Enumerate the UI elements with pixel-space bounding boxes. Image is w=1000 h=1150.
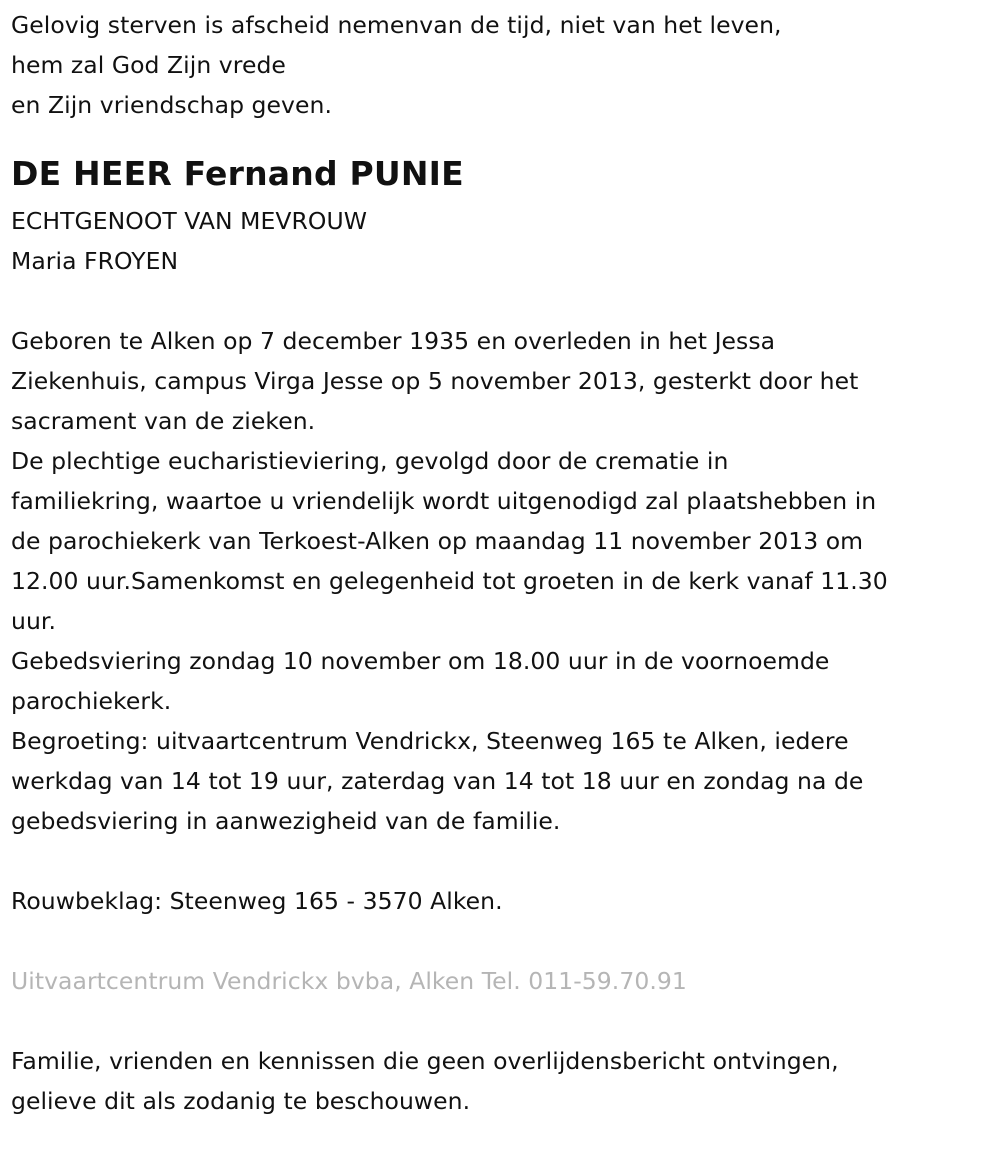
deceased-name: DE HEER Fernand PUNIE [11,154,464,193]
body-line: 12.00 uur.Samenkomst en gelegenheid tot groeten in de kerk vanaf 11.30 [11,567,888,595]
body-line: sacrament van de zieken. [11,407,316,435]
body-line: Geboren te Alken op 7 december 1935 en overleden in het Jessa [11,327,776,355]
spouse-name: Maria FROYEN [11,247,179,275]
condolences-address: Rouwbeklag: Steenweg 165 - 3570 Alken. [11,887,503,915]
announcement-body [11,321,988,841]
body-line: de parochiekerk van Terkoest-Alken op maandag 11 november 2013 om [11,527,864,555]
body-line: Gebedsviering zondag 10 november om 18.00 uur in de voornoemde [11,647,830,675]
body-line: De plechtige eucharistieviering, gevolgd door de crematie in [11,447,729,475]
body-line: werkdag van 14 tot 19 uur, zaterdag van 14 tot 18 uur en zondag na de [11,767,864,795]
spacer [11,1001,988,1041]
spacer [11,841,988,881]
closing-note [11,1041,988,1121]
poem-line: hem zal God Zijn vrede [11,51,286,79]
poem-line: Gelovig sterven is afscheid nemenvan de tijd, niet van het leven, [11,11,782,39]
poem-line: en Zijn vriendschap geven. [11,91,332,119]
body-line: Begroeting: uitvaartcentrum Vendrickx, Steenweg 165 te Alken, iedere [11,727,849,755]
spacer [11,281,988,321]
deceased-relation: ECHTGENOOT VAN MEVROUW [11,207,367,235]
body-line: Ziekenhuis, campus Virga Jesse op 5 november 2013, gesterkt door het [11,367,859,395]
body-line: uur. [11,607,56,635]
body-line: familiekring, waartoe u vriendelijk wordt uitgenodigd zal plaatshebben in [11,487,877,515]
poem [11,5,988,125]
body-line: gebedsviering in aanwezigheid van de familie. [11,807,561,835]
spacer [11,921,988,961]
closing-line: gelieve dit als zodanig te beschouwen. [11,1087,471,1115]
funeral-home-contact: Uitvaartcentrum Vendrickx bvba, Alken Tel. 011-59.70.91 [11,967,687,995]
body-line: parochiekerk. [11,687,172,715]
closing-line: Familie, vrienden en kennissen die geen overlijdensbericht ontvingen, [11,1047,839,1075]
